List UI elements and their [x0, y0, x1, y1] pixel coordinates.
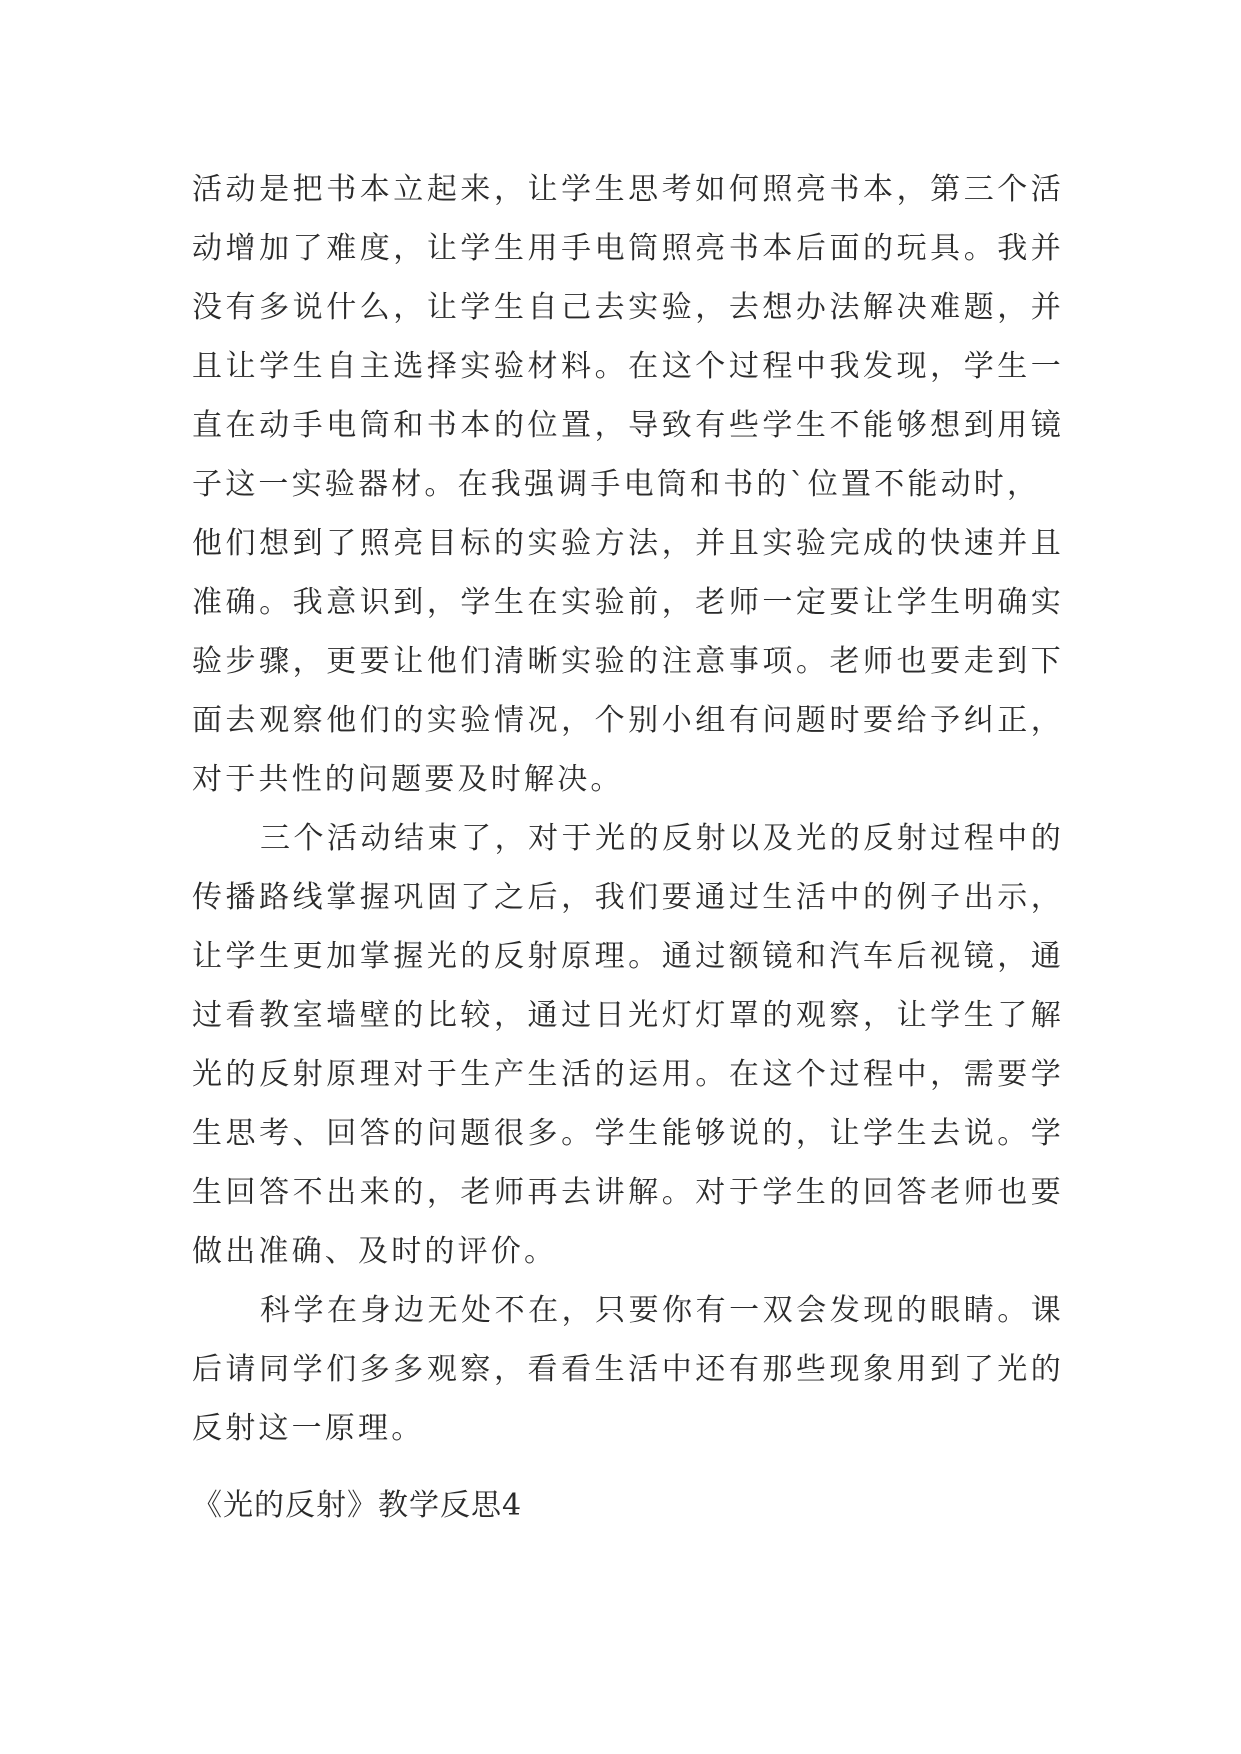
- text-line: 他们想到了照亮目标的实验方法，并且实验完成的快速并且: [192, 526, 1064, 561]
- text-line: 对于共性的问题要及时解决。: [192, 762, 624, 797]
- document-body: [192, 160, 1064, 1458]
- text-line: 后请同学们多多观察，看看生活中还有那些现象用到了光的: [192, 1352, 1064, 1387]
- text-line: 直在动手电筒和书本的位置，导致有些学生不能够想到用镜: [192, 408, 1064, 443]
- text-line: 生思考、回答的问题很多。学生能够说的，让学生去说。学: [192, 1116, 1064, 1151]
- text-line: 准确。我意识到，学生在实验前，老师一定要让学生明确实: [192, 585, 1064, 620]
- text-line: 没有多说什么，让学生自己去实验，去想办法解决难题，并: [192, 290, 1064, 325]
- text-line: 面去观察他们的实验情况，个别小组有问题时要给予纠正，: [192, 703, 1064, 738]
- text-line: 子这一实验器材。在我强调手电筒和书的`位置不能动时，: [192, 467, 1041, 502]
- text-line: 做出准确、及时的评价。: [192, 1234, 558, 1269]
- text-line: 科学在身边无处不在，只要你有一双会发现的眼睛。课: [260, 1293, 1064, 1328]
- text-line: 生回答不出来的，老师再去讲解。对于学生的回答老师也要: [192, 1175, 1064, 1210]
- text-line: 过看教室墙壁的比较，通过日光灯灯罩的观察，让学生了解: [192, 998, 1064, 1033]
- text-line: 三个活动结束了，对于光的反射以及光的反射过程中的: [260, 821, 1064, 856]
- text-line: 让学生更加掌握光的反射原理。通过额镜和汽车后视镜，通: [192, 939, 1064, 974]
- text-line: 动增加了难度，让学生用手电筒照亮书本后面的玩具。我并: [192, 231, 1064, 266]
- section-heading: 《光的反射》教学反思4: [192, 1488, 523, 1523]
- text-line: 光的反射原理对于生产生活的运用。在这个过程中，需要学: [192, 1057, 1064, 1092]
- text-line: 传播路线掌握巩固了之后，我们要通过生活中的例子出示，: [192, 880, 1064, 915]
- text-line: 且让学生自主选择实验材料。在这个过程中我发现，学生一: [192, 349, 1064, 384]
- text-line: 活动是把书本立起来，让学生思考如何照亮书本，第三个活: [192, 172, 1064, 207]
- text-line: 验步骤，更要让他们清晰实验的注意事项。老师也要走到下: [192, 644, 1064, 679]
- text-line: 反射这一原理。: [192, 1411, 425, 1446]
